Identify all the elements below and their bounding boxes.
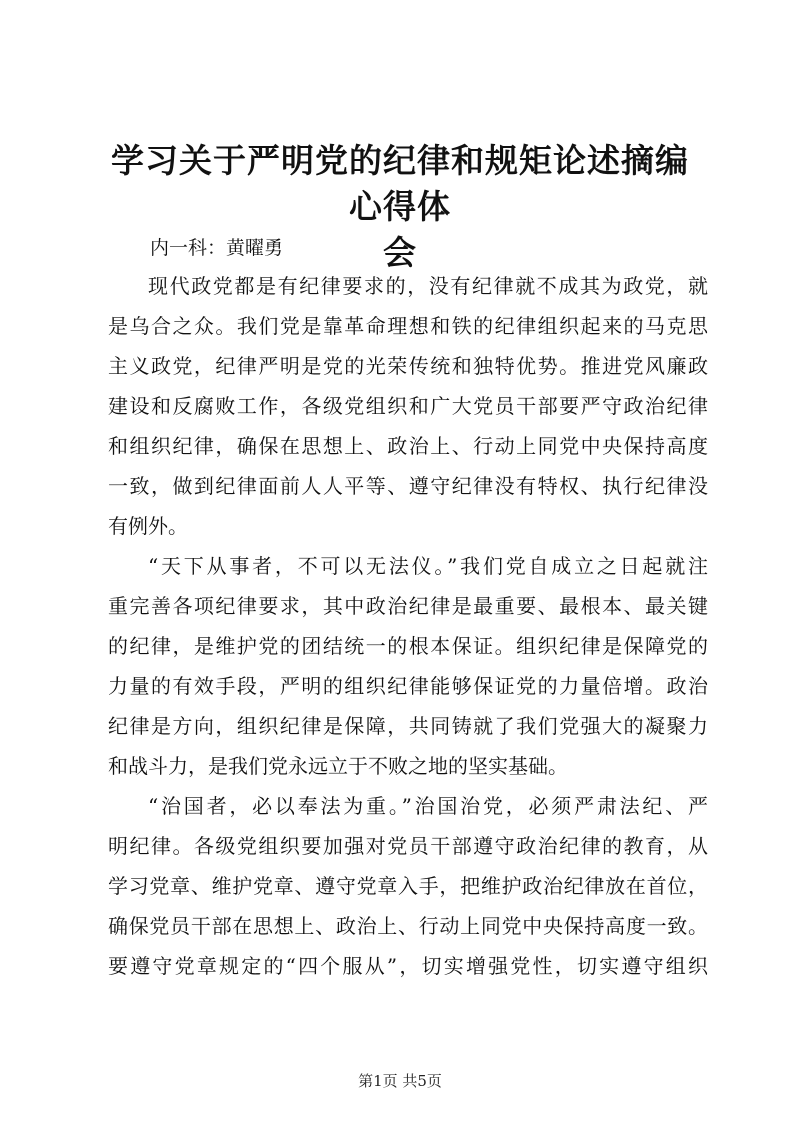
page-footer: 第1页 共5页 xyxy=(358,1072,442,1090)
title-line-2: 会 xyxy=(383,233,417,272)
paragraph-line: 是乌合之众。我们党是靠革命理想和铁的纪律组织起来的马克思 xyxy=(108,314,708,338)
paragraph-line: 和组织纪律，确保在思想上、政治上、行动上同党中央保持高度 xyxy=(108,434,708,458)
paragraph-line: 纪律是方向，组织纪律是保障，共同铸就了我们党强大的凝聚力 xyxy=(108,714,708,738)
paragraph-line: 要遵守党章规定的“四个服从”，切实增强党性，切实遵守组织 xyxy=(108,954,708,978)
paragraph-line: 学习党章、维护党章、遵守党章入手，把维护政治纪律放在首位， xyxy=(108,874,708,898)
paragraph-line: 和战斗力，是我们党永远立于不败之地的坚实基础。 xyxy=(108,754,568,778)
paragraph-line: “治国者，必以奉法为重。”治国治党，必须严肃法纪、严 xyxy=(148,794,708,818)
paragraph-line: 力量的有效手段，严明的组织纪律能够保证党的力量倍增。政治 xyxy=(108,674,708,698)
paragraph-line: 确保党员干部在思想上、政治上、行动上同党中央保持高度一致。 xyxy=(108,914,708,938)
paragraph-line: 建设和反腐败工作，各级党组织和广大党员干部要严守政治纪律 xyxy=(108,394,708,418)
paragraph-line: 的纪律，是维护党的团结统一的根本保证。组织纪律是保障党的 xyxy=(108,634,708,658)
paragraph-line: 明纪律。各级党组织要加强对党员干部遵守政治纪律的教育，从 xyxy=(108,834,708,858)
paragraph-2 xyxy=(108,546,708,786)
paragraph-1 xyxy=(108,266,708,546)
paragraph-line: “天下从事者，不可以无法仪。”我们党自成立之日起就注 xyxy=(148,554,708,578)
paragraph-3 xyxy=(108,786,708,986)
paragraph-line: 主义政党，纪律严明是党的光荣传统和独特优势。推进党风廉政 xyxy=(108,354,708,378)
paragraph-line: 重完善各项纪律要求，其中政治纪律是最重要、最根本、最关键 xyxy=(108,594,708,618)
paragraph-line: 有例外。 xyxy=(108,514,188,538)
author-line: 内一科：黄曜勇 xyxy=(150,237,284,259)
title-line-1: 学习关于严明党的纪律和规矩论述摘编心得体 xyxy=(111,141,689,226)
paragraph-line: 一致，做到纪律面前人人平等、遵守纪律没有特权、执行纪律没 xyxy=(108,474,708,498)
paragraph-line: 现代政党都是有纪律要求的，没有纪律就不成其为政党，就 xyxy=(148,274,708,298)
